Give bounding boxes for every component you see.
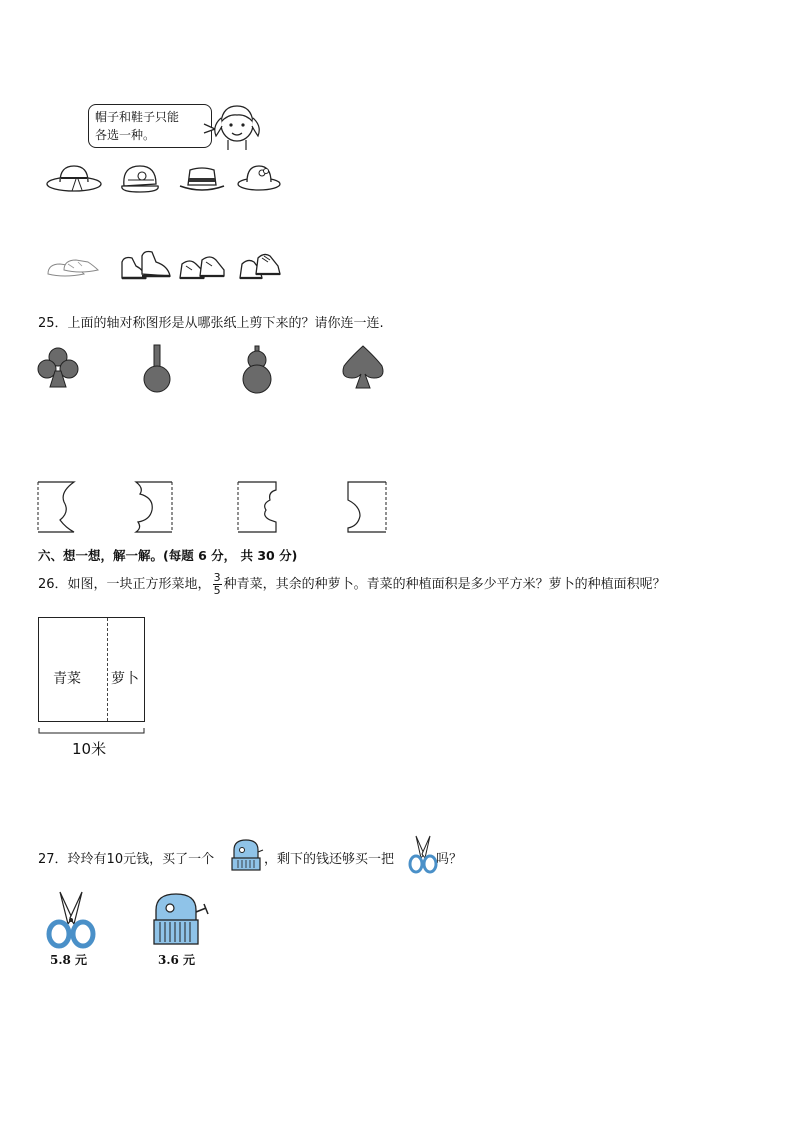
label-qingcai: 青菜: [53, 671, 81, 687]
section-6-title: 六、想一想，解一解。(每题 6 分， 共 30 分): [38, 548, 298, 563]
spade-shape-icon: [340, 344, 386, 392]
speech-line-1: 帽子和鞋子只能: [95, 110, 180, 124]
speech-bubble: [88, 104, 212, 148]
gourd-shape-icon: [240, 345, 274, 395]
q25-text: 上面的轴对称图形是从哪张纸上剪下来的？请你连一连.: [67, 316, 384, 331]
q26-text-after: 种青菜，其余的种萝卜。青菜的种植面积是多少平方米？萝卜的种植面积呢？: [223, 577, 666, 592]
q25-number: 25．: [38, 316, 68, 331]
width-label: 10米: [72, 740, 107, 758]
pencil-sharpener-item-icon: [148, 890, 210, 948]
q26-text-before: 如图，一块正方形菜地，: [67, 577, 211, 592]
question-27-part2: ，剩下的钱还够买一把: [264, 852, 395, 867]
fraction-denominator: 5: [213, 584, 221, 597]
scissors-inline-icon: [408, 834, 438, 874]
garden-square: [38, 617, 145, 722]
sneakers-icon: [178, 252, 228, 284]
pencil-sharpener-inline-icon: [228, 836, 264, 874]
folded-paper-1-icon: [36, 480, 80, 534]
q26-number: 26．: [38, 577, 68, 592]
sharpener-price: 3.6 元: [158, 953, 196, 967]
question-26: [38, 572, 666, 597]
racket-shape-icon: [140, 343, 174, 395]
scissors-item-icon: [46, 890, 96, 948]
q27-number: 27．: [38, 852, 68, 867]
garden-divider: [107, 618, 108, 721]
folded-paper-4-icon: [344, 480, 388, 534]
question-27-part1: [38, 848, 214, 867]
folded-paper-3-icon: [236, 480, 280, 534]
question-25: [38, 312, 384, 331]
cap-icon: [118, 160, 162, 196]
girl-icon: [210, 100, 264, 152]
boots-icon: [118, 248, 174, 284]
sport-shoes-icon: [238, 250, 282, 284]
label-luobo: 萝卜: [111, 671, 139, 687]
flower-hat-icon: [236, 160, 282, 194]
fraction-numerator: 3: [213, 571, 221, 584]
q27-text-part1: 玲玲有10元钱，买了一个: [67, 852, 215, 867]
folded-paper-2-icon: [132, 480, 176, 534]
club-shape-icon: [36, 345, 80, 391]
fraction-three-fifths: [213, 572, 222, 597]
question-27-part3: 吗？: [436, 852, 463, 867]
sandal-shoes-icon: [44, 252, 102, 282]
speech-line-2: 各选一种。: [95, 128, 156, 142]
width-bracket-icon: [38, 728, 146, 736]
wide-brim-hat-icon: [44, 160, 104, 196]
scissors-price: 5.8 元: [50, 953, 88, 967]
fedora-hat-icon: [178, 164, 226, 194]
